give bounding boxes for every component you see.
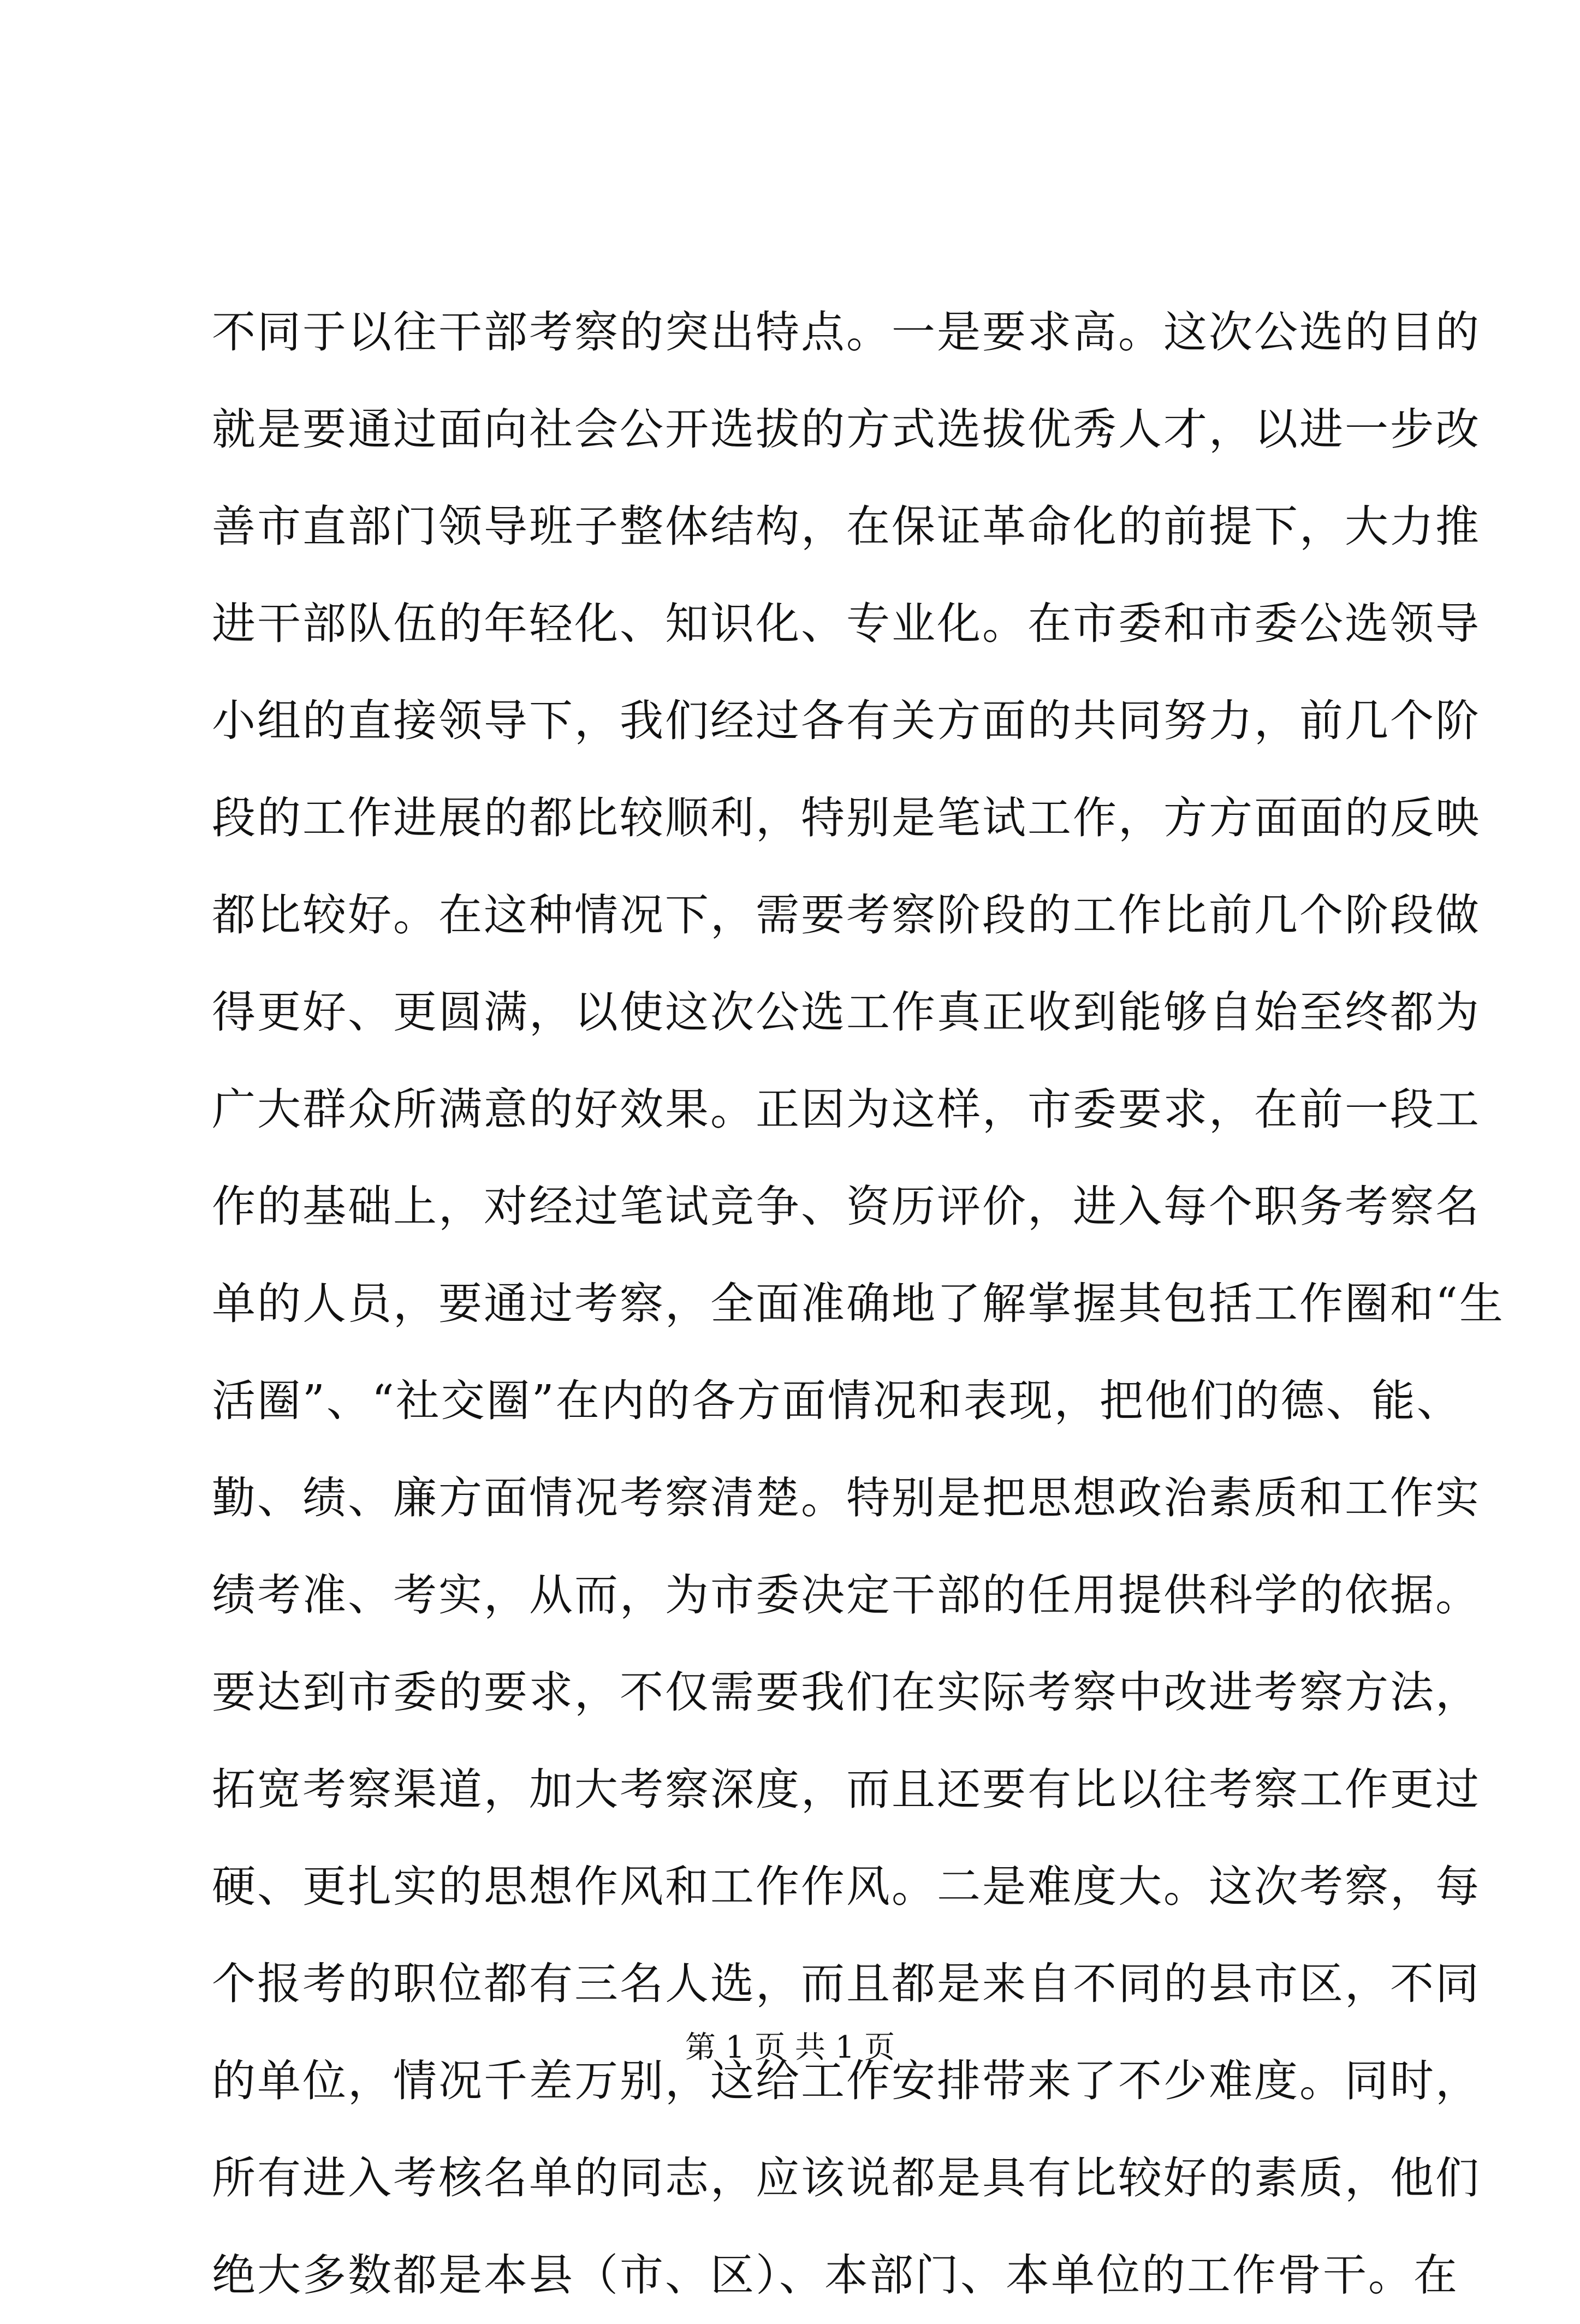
page-number-label: 第 1 页 共 1 页 bbox=[685, 2030, 895, 2065]
text-line: 不同于以往干部考察的突出特点。一是要求高。这次公选的目的 bbox=[212, 307, 1481, 357]
body-paragraph bbox=[212, 284, 1505, 2324]
text-line: 活圈”、“社交圈”在内的各方面情况和表现，把他们的德、能、 bbox=[212, 1375, 1462, 1426]
text-line: 勤、绩、廉方面情况考察清楚。特别是把思想政治素质和工作实 bbox=[212, 1473, 1481, 1523]
text-line: 所有进入考核名单的同志，应该说都是具有比较好的素质，他们 bbox=[212, 2153, 1481, 2203]
text-line: 段的工作进展的都比较顺利，特别是笔试工作，方方面面的反映 bbox=[212, 792, 1481, 843]
text-line: 作的基础上，对经过笔试竞争、资历评价，进入每个职务考察名 bbox=[212, 1181, 1481, 1232]
text-line: 拓宽考察渠道，加大考察深度，而且还要有比以往考察工作更过 bbox=[212, 1764, 1481, 1815]
text-line: 广大群众所满意的好效果。正因为这样，市委要求，在前一段工 bbox=[212, 1084, 1481, 1135]
text-line: 都比较好。在这种情况下，需要考察阶段的工作比前几个阶段做 bbox=[212, 890, 1481, 940]
text-line: 个报考的职位都有三名人选，而且都是来自不同的县市区，不同 bbox=[212, 1958, 1481, 2009]
text-line: 就是要通过面向社会公开选拔的方式选拔优秀人才，以进一步改 bbox=[212, 404, 1481, 455]
text-line: 的单位，情况千差万别，这给工作安排带来了不少难度。同时， bbox=[212, 2055, 1481, 2106]
page-footer bbox=[0, 2026, 1580, 2070]
text-line: 硬、更扎实的思想作风和工作作风。二是难度大。这次考察，每 bbox=[212, 1861, 1481, 1912]
text-line: 要达到市委的要求，不仅需要我们在实际考察中改进考察方法， bbox=[212, 1667, 1481, 1718]
text-line: 绩考准、考实，从而，为市委决定干部的任用提供科学的依据。 bbox=[212, 1570, 1481, 1620]
text-line: 小组的直接领导下，我们经过各有关方面的共同努力，前几个阶 bbox=[212, 695, 1481, 746]
text-line: 善市直部门领导班子整体结构，在保证革命化的前提下，大力推 bbox=[212, 501, 1481, 552]
text-line: 绝大多数都是本县（市、区）、本部门、本单位的工作骨干。在 bbox=[212, 2250, 1459, 2301]
text-line: 单的人员，要通过考察，全面准确地了解掌握其包括工作圈和“生 bbox=[212, 1278, 1505, 1329]
text-line: 得更好、更圆满，以使这次公选工作真正收到能够自始至终都为 bbox=[212, 987, 1481, 1038]
text-line: 进干部队伍的年轻化、知识化、专业化。在市委和市委公选领导 bbox=[212, 598, 1481, 649]
